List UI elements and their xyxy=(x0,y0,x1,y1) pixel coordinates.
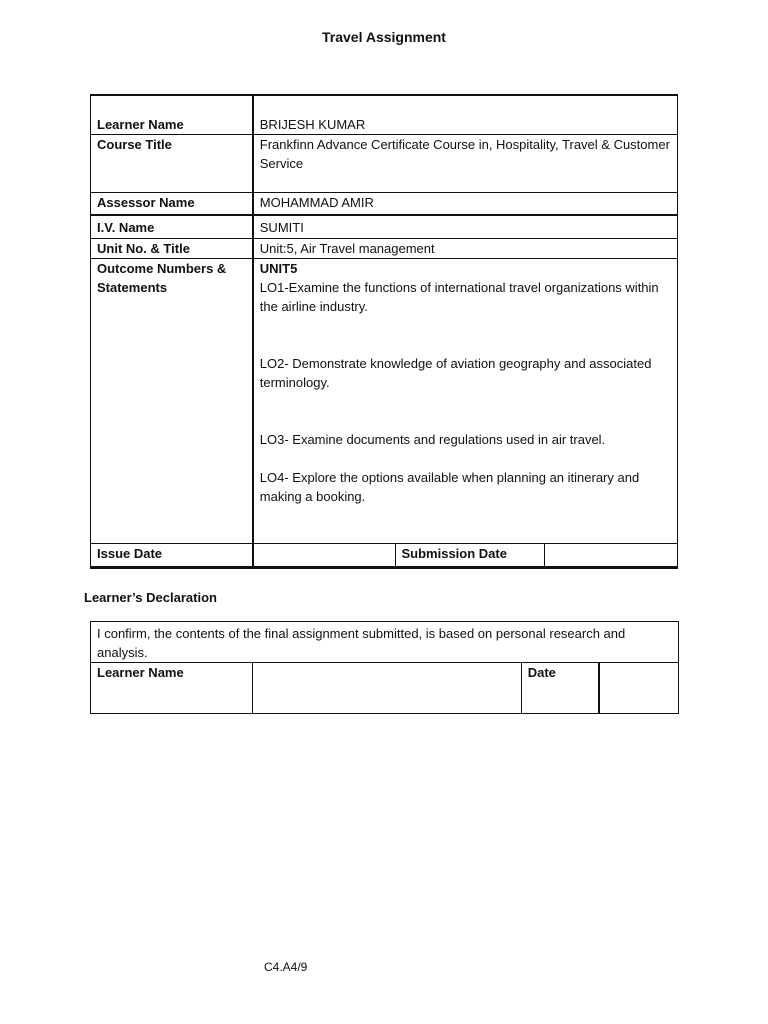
outcome-lo2: LO2- Demonstrate knowledge of aviation geography and associated terminology. xyxy=(259,356,652,390)
submission-date-value xyxy=(544,544,677,567)
learner-name-value: BRIJESH KUMAR xyxy=(253,95,678,135)
outcomes-label: Outcome Numbers & Statements xyxy=(91,259,253,544)
course-title-label: Course Title xyxy=(91,135,253,193)
declaration-date-label: Date xyxy=(521,663,599,714)
assessor-name-value: MOHAMMAD AMIR xyxy=(253,193,678,215)
outcomes-row xyxy=(91,259,678,544)
assessor-name-row xyxy=(91,193,678,215)
outcome-lo4: LO4- Explore the options available when planning an itinerary and making a booking. xyxy=(259,470,640,504)
outcomes-cell xyxy=(253,259,678,544)
learner-name-label: Learner Name xyxy=(91,95,253,135)
iv-name-label: I.V. Name xyxy=(91,215,253,239)
learner-name-row xyxy=(91,95,678,135)
document-code: C4.A4/9 xyxy=(264,960,308,974)
declaration-sign-row xyxy=(91,663,679,714)
declaration-learner-name-value xyxy=(253,663,521,714)
declaration-statement-row xyxy=(91,622,679,663)
unit-title-row xyxy=(91,239,678,259)
unit-title-label: Unit No. & Title xyxy=(91,239,253,259)
unit-title-value: Unit:5, Air Travel management xyxy=(253,239,678,259)
course-title-value: Frankfinn Advance Certificate Course in, Hospitality, Travel & Customer Service xyxy=(253,135,678,193)
issue-date-value xyxy=(253,544,395,567)
iv-name-value: SUMITI xyxy=(253,215,678,239)
declaration-statement: I confirm, the contents of the final assignment submitted, is based on personal research and analysis. xyxy=(91,622,679,663)
declaration-learner-name-label: Learner Name xyxy=(91,663,253,714)
outcomes-unit-heading: UNIT5 xyxy=(259,261,298,276)
outcome-lo1: LO1-Examine the functions of international travel organizations within the airline industry. xyxy=(259,280,659,314)
declaration-heading: Learner’s Declaration xyxy=(84,590,217,605)
assessor-name-label: Assessor Name xyxy=(91,193,253,215)
dates-row xyxy=(91,544,678,567)
iv-name-row xyxy=(91,215,678,239)
course-title-row xyxy=(91,135,678,193)
issue-date-label: Issue Date xyxy=(91,544,253,567)
assignment-info-table xyxy=(90,94,678,567)
page-title: Travel Assignment xyxy=(322,29,446,45)
declaration-date-value xyxy=(599,663,678,714)
outcome-lo3: LO3- Examine documents and regulations used in air travel. xyxy=(259,432,606,447)
submission-date-label: Submission Date xyxy=(395,544,544,567)
declaration-table xyxy=(90,621,679,714)
